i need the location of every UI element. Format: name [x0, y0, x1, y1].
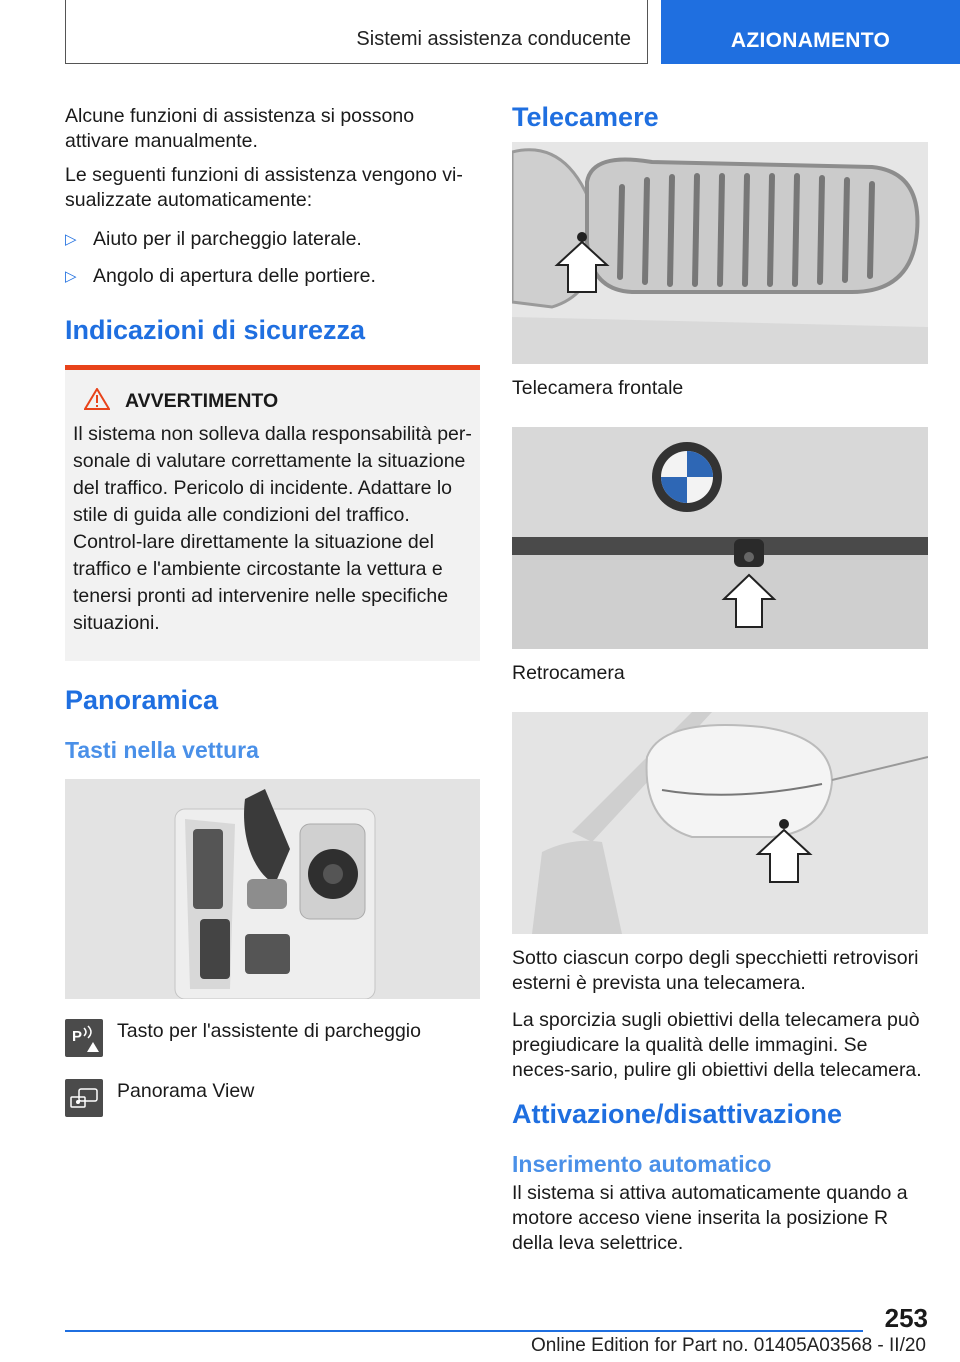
triangle-bullet-icon: ▷ [65, 231, 77, 248]
mirror-camera-photo [512, 712, 928, 934]
intro-paragraph-2: Le seguenti funzioni di assistenza vengono vi-sualizzate automaticamente: [65, 164, 463, 211]
panorama-view-icon [65, 1079, 103, 1117]
header-section-title: Sistemi assistenza conducente [356, 28, 631, 50]
triangle-bullet-icon: ▷ [65, 268, 77, 285]
warning-body: Il sistema non solleva dalla responsabilità per-sonale di valutare correttamente la situazione del traffico. Pericolo di incidente. Adattare lo stile di guida alle condizioni del traffico. Control-lare direttamente la situazione del traffico e l'ambiente circostante la vettura e tenersi pronti ad intervenire nelle specifiche situazioni. [73, 423, 472, 634]
mirror-camera-caption: Sotto ciascun corpo degli specchietti retrovisori esterni è prevista una telecamera. [512, 947, 919, 994]
header-chapter-tab[interactable] [661, 0, 960, 64]
intro-paragraph-1: Alcune funzioni di assistenza si possono attivare manualmente. [65, 105, 415, 152]
footer-divider [65, 1330, 863, 1332]
activation-heading: Attivazione/disattivazione [512, 1099, 843, 1129]
auto-activation-text: Il sistema si attiva automaticamente quando a motore acceso viene inserita la posizione R della leva selettrice. [512, 1182, 908, 1254]
safety-heading: Indicazioni di sicurezza [65, 315, 366, 345]
rear-camera-photo [512, 427, 928, 649]
auto-functions-list [65, 227, 480, 289]
warning-box [65, 365, 480, 661]
panorama-view-row [65, 1079, 480, 1117]
center-console-photo [65, 779, 480, 999]
parking-assist-icon [65, 1019, 103, 1057]
list-item: ▷ Angolo di apertura delle portiere. [65, 265, 376, 287]
dirt-warning-text: La sporcizia sugli obiettivi della telecamera può pregiudicare la qualità delle immagini. Se neces-sario, pulire gli obiettivi della telecamera. [512, 1009, 922, 1081]
overview-heading: Panoramica [65, 685, 219, 715]
auto-activation-heading: Inserimento automatico [512, 1151, 772, 1177]
warning-triangle-icon [79, 388, 115, 415]
svg-text:P: P [72, 1028, 83, 1045]
header-chapter-title: AZIONAMENTO [730, 29, 891, 52]
cameras-heading: Telecamere [512, 102, 659, 132]
left-column [65, 104, 480, 1117]
header-section-box [65, 0, 648, 64]
buttons-heading: Tasti nella vettura [65, 737, 259, 763]
warning-title: AVVERTIMENTO [125, 390, 279, 412]
parking-assist-row [65, 1019, 480, 1057]
footer-edition: Online Edition for Part no. 01405A03568 - II/20 [530, 1335, 926, 1356]
list-item: ▷ Aiuto per il parcheggio laterale. [65, 228, 362, 250]
front-camera-photo [512, 142, 928, 364]
panorama-view-label: Panorama View [117, 1080, 255, 1102]
parking-assist-label: Tasto per l'assistente di parcheggio [117, 1020, 421, 1042]
page-number: 253 [884, 1303, 928, 1333]
right-column [512, 104, 928, 1265]
front-camera-caption: Telecamera frontale [512, 377, 684, 399]
rear-camera-caption: Retrocamera [512, 662, 625, 684]
